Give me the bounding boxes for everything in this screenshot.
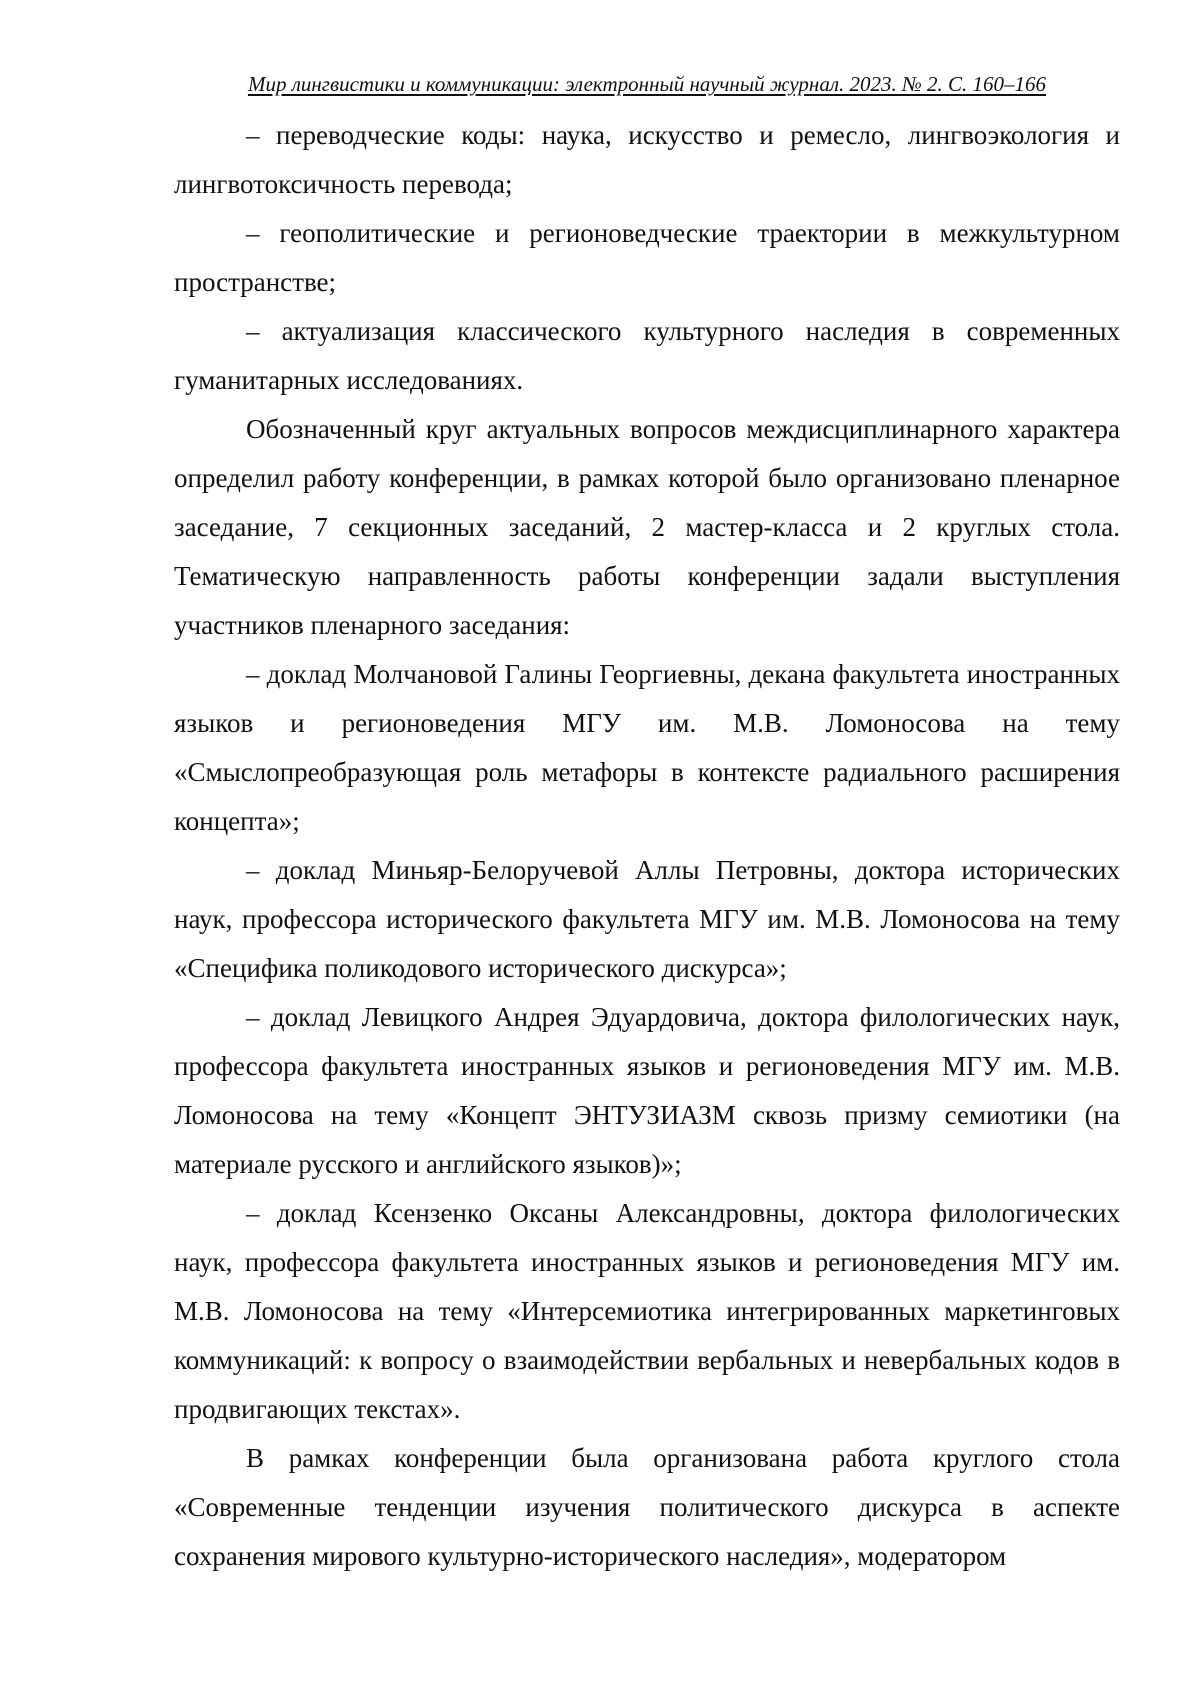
plenary-report-levitsky: – доклад Левицкого Андрея Эдуардовича, доктора филологических наук, профессора факультета иностранных языков и регионоведения МГУ им. М.В. Ломоносова на тему «Концепт ЭНТУЗИАЗМ сквозь призму семиотики (на материале русского и английского языков)»; (174, 1002, 1120, 1179)
body-text (174, 111, 1120, 1581)
plenary-report-molchanova: – доклад Молчановой Галины Георгиевны, декана факультета иностранных языков и регионоведения МГУ им. М.В. Ломоносова на тему «Смыслопреобразующая роль метафоры в контексте радиального расширения концепта»; (174, 659, 1120, 836)
plenary-report-minyar-beloruchева: – доклад Миньяр-Белоручевой Аллы Петровны, доктора исторических наук, профессора исторического факультета МГУ им. М.В. Ломоносова на тему «Специфика поликодового исторического дискурса»; (174, 855, 1120, 983)
topic-item-cultural-heritage: – актуализация классического культурного наследия в современных гуманитарных исследованиях. (174, 316, 1120, 395)
conference-overview-paragraph: Обозначенный круг актуальных вопросов междисциплинарного характера определил работу конференции, в рамках которой было организовано пленарное заседание, 7 секционных заседаний, 2 мастер-класса и 2 круглых стола. Тематическую направленность работы конференции задали выступления участников пленарного заседания: (174, 414, 1120, 640)
topic-item-geopolitics: – геополитические и регионоведческие траектории в межкультурном пространстве; (174, 218, 1120, 297)
journal-running-header: Мир лингвистики и коммуникации: электронный научный журнал. 2023. № 2. С. 160–166 (247, 72, 1047, 96)
topic-item-translation-codes: – переводческие коды: наука, искусство и ремесло, лингвоэкология и лингвотоксичность перевода; (174, 120, 1120, 199)
round-table-paragraph: В рамках конференции была организована работа круглого стола «Современные тенденции изучения политического дискурса в аспекте сохранения мирового культурно-исторического наследия», модератором (174, 1443, 1120, 1571)
plenary-report-ksenzenko: – доклад Ксензенко Оксаны Александровны, доктора филологических наук, профессора факультета иностранных языков и регионоведения МГУ им. М.В. Ломоносова на тему «Интерсемиотика интегрированных маркетинговых коммуникаций: к вопросу о взаимодействии вербальных и невербальных кодов в продвигающих текстах». (174, 1198, 1120, 1424)
